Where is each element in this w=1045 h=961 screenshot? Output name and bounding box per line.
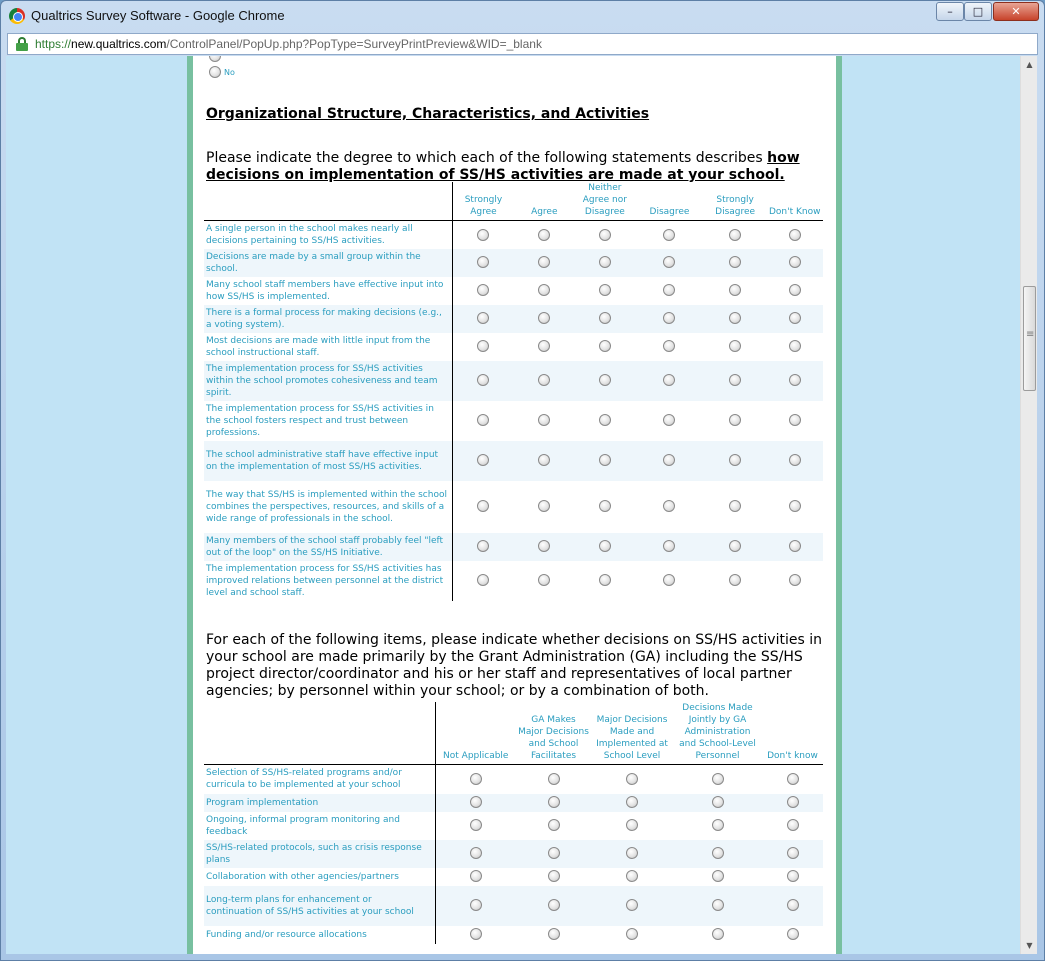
- radio-button[interactable]: [599, 284, 611, 296]
- radio-button[interactable]: [663, 374, 675, 386]
- radio-cell: [591, 868, 673, 886]
- row-statement: Collaboration with other agencies/partners: [204, 868, 435, 886]
- radio-cell: [452, 481, 514, 533]
- radio-button[interactable]: [538, 454, 550, 466]
- matrix-row: [204, 794, 823, 812]
- radio-button[interactable]: [470, 928, 482, 940]
- matrix-row: [204, 812, 823, 840]
- radio-cell: [635, 221, 704, 249]
- radio-button[interactable]: [477, 574, 489, 586]
- radio-cell: [704, 277, 767, 305]
- row-statement: The implementation process for SS/HS activities within the school promotes cohesiveness and team spirit.: [204, 361, 452, 401]
- row-statement: Selection of SS/HS-related programs and/or curricula to be implemented at your school: [204, 765, 435, 794]
- radio-cell: [591, 812, 673, 840]
- radio-cell: [575, 305, 636, 333]
- close-button[interactable]: ✕: [993, 2, 1039, 21]
- row-statement: Program implementation: [204, 794, 435, 812]
- radio-cell: [514, 249, 575, 277]
- radio-button[interactable]: [729, 454, 741, 466]
- radio-cell: [673, 765, 762, 794]
- radio-button[interactable]: [729, 284, 741, 296]
- radio-button[interactable]: [470, 899, 482, 911]
- radio-button[interactable]: [729, 414, 741, 426]
- radio-button[interactable]: [599, 414, 611, 426]
- radio-button[interactable]: [477, 454, 489, 466]
- radio-button[interactable]: [663, 540, 675, 552]
- radio-button[interactable]: [548, 796, 560, 808]
- radio-cell: [704, 401, 767, 441]
- radio-cell: [452, 249, 514, 277]
- radio-cell: [704, 533, 767, 561]
- maximize-button[interactable]: □: [964, 2, 992, 21]
- radio-cell: [762, 886, 823, 926]
- radio-cell: [704, 441, 767, 481]
- radio-button[interactable]: [470, 870, 482, 882]
- column-header: Don't Know: [766, 182, 823, 221]
- radio-button[interactable]: [712, 819, 724, 831]
- prev-option-no: [209, 66, 235, 78]
- radio-cell: [762, 765, 823, 794]
- radio-cell: [673, 794, 762, 812]
- radio-button[interactable]: [663, 340, 675, 352]
- radio-button[interactable]: [470, 773, 482, 785]
- radio-button[interactable]: [789, 454, 801, 466]
- radio-button[interactable]: [787, 773, 799, 785]
- radio-button[interactable]: [538, 256, 550, 268]
- radio-cell: [452, 305, 514, 333]
- radio-cell: [514, 221, 575, 249]
- radio-cell: [704, 333, 767, 361]
- radio-cell: [766, 305, 823, 333]
- radio-cell: [452, 333, 514, 361]
- radio-cell: [635, 361, 704, 401]
- scroll-thumb[interactable]: [1023, 286, 1036, 391]
- radio-button[interactable]: [663, 414, 675, 426]
- radio-cell: [635, 533, 704, 561]
- radio-button[interactable]: [599, 540, 611, 552]
- radio-button[interactable]: [787, 928, 799, 940]
- radio-button[interactable]: [729, 229, 741, 241]
- radio-button[interactable]: [626, 796, 638, 808]
- radio-cell: [435, 926, 516, 944]
- radio-button[interactable]: [712, 899, 724, 911]
- radio-cell: [591, 886, 673, 926]
- column-header: Strongly Agree: [452, 182, 514, 221]
- radio-button[interactable]: [626, 899, 638, 911]
- radio-cell: [514, 361, 575, 401]
- radio-button[interactable]: [626, 773, 638, 785]
- radio-button[interactable]: [789, 574, 801, 586]
- radio-button[interactable]: [477, 340, 489, 352]
- radio-button[interactable]: [626, 928, 638, 940]
- radio-cell: [704, 481, 767, 533]
- radio-button[interactable]: [626, 870, 638, 882]
- radio-button[interactable]: [712, 928, 724, 940]
- radio-cell: [766, 221, 823, 249]
- radio-cell: [575, 249, 636, 277]
- radio-cell: [766, 333, 823, 361]
- radio-button[interactable]: [538, 540, 550, 552]
- radio-cell: [635, 441, 704, 481]
- radio-cell: [635, 333, 704, 361]
- lock-icon[interactable]: [15, 37, 29, 51]
- radio-cell: [766, 441, 823, 481]
- radio-button[interactable]: [787, 796, 799, 808]
- radio-button[interactable]: [548, 819, 560, 831]
- radio-cell: [766, 481, 823, 533]
- radio-button[interactable]: [477, 256, 489, 268]
- radio-cell: [452, 277, 514, 305]
- radio-cell: [452, 401, 514, 441]
- matrix-question-1: [204, 182, 823, 601]
- radio-cell: [766, 561, 823, 601]
- radio-cell: [591, 794, 673, 812]
- matrix-row: [204, 561, 823, 601]
- radio-cell: [766, 277, 823, 305]
- row-statement: Most decisions are made with little input from the school instructional staff.: [204, 333, 452, 361]
- radio-cell: [516, 886, 591, 926]
- radio-cell: [766, 533, 823, 561]
- radio-cell: [766, 249, 823, 277]
- radio-button[interactable]: [599, 574, 611, 586]
- question-2-text: For each of the following items, please indicate whether decisions on SS/HS activities in your school are made primarily by the Grant Administration (GA) including the SS/HS project director/coordinator and his or her staff and representatives of local partner agencies; by personnel within your school; or by a combination of both.: [206, 632, 822, 699]
- radio-button[interactable]: [789, 284, 801, 296]
- option-label-no: No: [224, 67, 235, 77]
- radio-cell: [452, 221, 514, 249]
- column-header: Neither Agree nor Disagree: [575, 182, 636, 221]
- radio-cell: [635, 277, 704, 305]
- radio-cell: [575, 561, 636, 601]
- radio-button[interactable]: [729, 312, 741, 324]
- radio-button[interactable]: [729, 374, 741, 386]
- column-header: Major Decisions Made and Implemented at School Level: [591, 702, 673, 765]
- radio-button[interactable]: [477, 374, 489, 386]
- section-title: Organizational Structure, Characteristics, and Activities: [206, 106, 650, 122]
- question-1-text: Please indicate the degree to which each of the following statements describes how decisions on implementation of SS/HS activities are made at your school.: [206, 150, 800, 183]
- radio-button[interactable]: [470, 819, 482, 831]
- radio-button[interactable]: [599, 229, 611, 241]
- radio-button[interactable]: [538, 229, 550, 241]
- vertical-scrollbar[interactable]: [1020, 56, 1037, 954]
- radio-cell: [704, 305, 767, 333]
- radio-cell: [452, 361, 514, 401]
- radio-button[interactable]: [663, 454, 675, 466]
- row-statement: SS/HS-related protocols, such as crisis response plans: [204, 840, 435, 868]
- radio-cell: [452, 533, 514, 561]
- radio-button[interactable]: [477, 540, 489, 552]
- statement-header: [204, 182, 452, 221]
- radio-button[interactable]: [663, 500, 675, 512]
- row-statement: There is a formal process for making decisions (e.g., a voting system).: [204, 305, 452, 333]
- radio-cell: [575, 361, 636, 401]
- radio-button[interactable]: [548, 899, 560, 911]
- radio-button[interactable]: [729, 500, 741, 512]
- radio-cell: [516, 765, 591, 794]
- radio-button[interactable]: [663, 229, 675, 241]
- radio-button[interactable]: [787, 819, 799, 831]
- radio-button[interactable]: [729, 340, 741, 352]
- radio-cell: [435, 765, 516, 794]
- matrix-row: [204, 333, 823, 361]
- radio-cell: [516, 926, 591, 944]
- radio-cell: [516, 812, 591, 840]
- radio-button[interactable]: [599, 312, 611, 324]
- radio-cell: [673, 840, 762, 868]
- radio-button[interactable]: [538, 284, 550, 296]
- matrix-row: [204, 401, 823, 441]
- radio-cell: [575, 481, 636, 533]
- radio-cell: [514, 333, 575, 361]
- radio-button[interactable]: [729, 574, 741, 586]
- matrix-row: [204, 886, 823, 926]
- row-statement: The implementation process for SS/HS activities has improved relations between personnel at the district level and school staff.: [204, 561, 452, 601]
- radio-cell: [435, 812, 516, 840]
- radio-button[interactable]: [470, 796, 482, 808]
- radio-button[interactable]: [477, 312, 489, 324]
- column-header: Agree: [514, 182, 575, 221]
- column-header: Strongly Disagree: [704, 182, 767, 221]
- row-statement: A single person in the school makes nearly all decisions pertaining to SS/HS activities.: [204, 221, 452, 249]
- radio-button[interactable]: [789, 500, 801, 512]
- row-statement: Decisions are made by a small group within the school.: [204, 249, 452, 277]
- radio-cell: [591, 840, 673, 868]
- radio-button[interactable]: [599, 374, 611, 386]
- radio-button[interactable]: [626, 819, 638, 831]
- radio-button[interactable]: [712, 773, 724, 785]
- radio-cell: [514, 277, 575, 305]
- matrix-question-2: [204, 702, 823, 944]
- radio-cell: [516, 840, 591, 868]
- radio-cell: [766, 361, 823, 401]
- column-header: Decisions Made Jointly by GA Administration and School-Level Personnel: [673, 702, 762, 765]
- radio-cell: [635, 401, 704, 441]
- radio-cell: [635, 561, 704, 601]
- radio-cell: [514, 481, 575, 533]
- radio-cell: [516, 868, 591, 886]
- radio-cell: [575, 533, 636, 561]
- radio-button[interactable]: [789, 374, 801, 386]
- title-bar: [1, 1, 1044, 31]
- radio-button[interactable]: [789, 540, 801, 552]
- radio-cell: [635, 249, 704, 277]
- row-statement: The way that SS/HS is implemented within the school combines the perspectives, resources, and skills of a wide range of professionals in the school.: [204, 481, 452, 533]
- radio-cell: [635, 481, 704, 533]
- radio-cell: [673, 886, 762, 926]
- radio-button[interactable]: [663, 284, 675, 296]
- radio-button[interactable]: [548, 773, 560, 785]
- column-header: Don't know: [762, 702, 823, 765]
- radio-cell: [762, 840, 823, 868]
- scroll-down-icon[interactable]: ▼: [1026, 941, 1033, 950]
- radio-cell: [766, 401, 823, 441]
- radio-cell: [575, 441, 636, 481]
- radio-button[interactable]: [470, 847, 482, 859]
- row-statement: Funding and/or resource allocations: [204, 926, 435, 944]
- radio-button[interactable]: [626, 847, 638, 859]
- radio-button[interactable]: [789, 256, 801, 268]
- radio-cell: [435, 868, 516, 886]
- radio-cell: [516, 794, 591, 812]
- radio-button[interactable]: [538, 574, 550, 586]
- radio-button[interactable]: [599, 340, 611, 352]
- column-header: GA Makes Major Decisions and School Facilitates: [516, 702, 591, 765]
- minimize-button[interactable]: –: [936, 2, 964, 21]
- radio-cell: [575, 333, 636, 361]
- radio-button[interactable]: [599, 454, 611, 466]
- radio-cell: [762, 926, 823, 944]
- radio-button[interactable]: [789, 340, 801, 352]
- radio-button[interactable]: [712, 870, 724, 882]
- radio-button[interactable]: [477, 284, 489, 296]
- radio-cell: [673, 868, 762, 886]
- column-header: Disagree: [635, 182, 704, 221]
- row-statement: Many members of the school staff probably feel "left out of the loop" on the SS/HS Initiative.: [204, 533, 452, 561]
- scroll-up-icon[interactable]: ▲: [1026, 60, 1033, 69]
- matrix-row: [204, 926, 823, 944]
- radio-cell: [514, 533, 575, 561]
- radio-cell: [575, 401, 636, 441]
- radio-no[interactable]: [209, 66, 221, 78]
- prev-radio-cut[interactable]: [209, 56, 221, 62]
- statement-header: [204, 702, 435, 765]
- radio-button[interactable]: [729, 540, 741, 552]
- matrix-row: [204, 441, 823, 481]
- chrome-icon: [9, 8, 25, 24]
- matrix-row: [204, 361, 823, 401]
- radio-button[interactable]: [538, 414, 550, 426]
- radio-button[interactable]: [663, 256, 675, 268]
- radio-cell: [591, 926, 673, 944]
- radio-button[interactable]: [477, 229, 489, 241]
- matrix-row: [204, 305, 823, 333]
- radio-button[interactable]: [477, 500, 489, 512]
- radio-cell: [514, 561, 575, 601]
- matrix-row: [204, 249, 823, 277]
- matrix-row: [204, 221, 823, 249]
- radio-cell: [591, 765, 673, 794]
- radio-cell: [704, 221, 767, 249]
- radio-button[interactable]: [548, 847, 560, 859]
- matrix-row: [204, 840, 823, 868]
- radio-button[interactable]: [663, 312, 675, 324]
- row-statement: The school administrative staff have effective input on the implementation of most SS/HS activities.: [204, 441, 452, 481]
- radio-button[interactable]: [538, 340, 550, 352]
- radio-button[interactable]: [663, 574, 675, 586]
- radio-cell: [435, 840, 516, 868]
- radio-button[interactable]: [712, 847, 724, 859]
- radio-cell: [514, 401, 575, 441]
- radio-button[interactable]: [548, 928, 560, 940]
- radio-cell: [762, 794, 823, 812]
- matrix-row: [204, 481, 823, 533]
- radio-cell: [435, 886, 516, 926]
- radio-cell: [762, 812, 823, 840]
- url-text[interactable]: https://new.qualtrics.com/ControlPanel/PopUp.php?PopType=SurveyPrintPreview&WID=_blank: [35, 37, 542, 51]
- matrix-row: [204, 868, 823, 886]
- matrix-row: [204, 277, 823, 305]
- matrix-row: [204, 765, 823, 794]
- radio-button[interactable]: [787, 899, 799, 911]
- radio-cell: [435, 794, 516, 812]
- radio-cell: [762, 868, 823, 886]
- radio-button[interactable]: [787, 847, 799, 859]
- radio-cell: [514, 441, 575, 481]
- radio-cell: [514, 305, 575, 333]
- radio-button[interactable]: [599, 256, 611, 268]
- radio-cell: [452, 561, 514, 601]
- row-statement: Ongoing, informal program monitoring and feedback: [204, 812, 435, 840]
- radio-cell: [452, 441, 514, 481]
- radio-button[interactable]: [729, 256, 741, 268]
- radio-cell: [673, 926, 762, 944]
- radio-cell: [704, 361, 767, 401]
- window-title: Qualtrics Survey Software - Google Chrome: [31, 8, 285, 23]
- radio-button[interactable]: [789, 229, 801, 241]
- radio-button[interactable]: [789, 414, 801, 426]
- matrix-row: [204, 533, 823, 561]
- row-statement: The implementation process for SS/HS activities in the school fosters respect and trust between professions.: [204, 401, 452, 441]
- radio-cell: [635, 305, 704, 333]
- page-viewport: [6, 56, 1020, 954]
- radio-button[interactable]: [712, 796, 724, 808]
- radio-button[interactable]: [787, 870, 799, 882]
- radio-cell: [575, 277, 636, 305]
- address-bar[interactable]: [7, 33, 1038, 55]
- radio-cell: [704, 249, 767, 277]
- column-header: Not Applicable: [435, 702, 516, 765]
- radio-button[interactable]: [548, 870, 560, 882]
- radio-cell: [673, 812, 762, 840]
- radio-button[interactable]: [599, 500, 611, 512]
- radio-cell: [575, 221, 636, 249]
- row-statement: Long-term plans for enhancement or continuation of SS/HS activities at your school: [204, 886, 435, 926]
- radio-cell: [704, 561, 767, 601]
- radio-button[interactable]: [538, 500, 550, 512]
- radio-button[interactable]: [477, 414, 489, 426]
- row-statement: Many school staff members have effective input into how SS/HS is implemented.: [204, 277, 452, 305]
- radio-button[interactable]: [538, 374, 550, 386]
- radio-button[interactable]: [789, 312, 801, 324]
- survey-page: [193, 56, 836, 954]
- radio-button[interactable]: [538, 312, 550, 324]
